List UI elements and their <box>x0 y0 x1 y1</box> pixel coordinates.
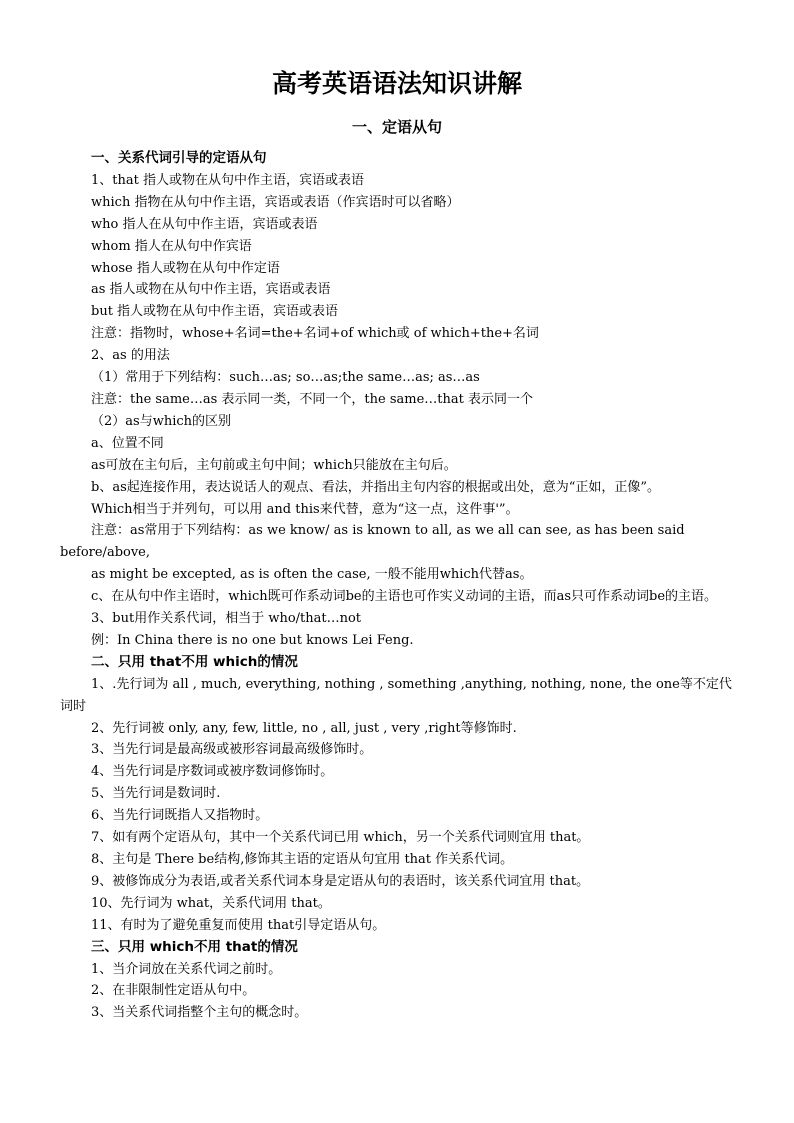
text-line: whose 指人或物在从句中作定语 <box>91 260 280 276</box>
text-line: 9、被修饰成分为表语,或者关系代词本身是定语从句的表语时，该关系代词宜用 that。 <box>91 873 590 889</box>
text-line: 2、在非限制性定语从句中。 <box>91 983 256 999</box>
text-line: 3、当关系代词指整个主句的概念时。 <box>91 1005 308 1021</box>
text-line: 1、当介词放在关系代词之前时。 <box>91 961 282 977</box>
text-line: as might be excepted, as is often the case, 一般不能用which代替as。 <box>91 567 533 583</box>
section-title: 一、定语从句 <box>351 118 442 136</box>
text-line: 1、that 指人或物在从句中作主语，宾语或表语 <box>91 172 364 188</box>
text-line: 例：In China there is no one but knows Lei Feng. <box>91 632 414 648</box>
text-line: 2、as 的用法 <box>91 348 170 364</box>
text-line: 11、有时为了避免重复而使用 that引导定语从句。 <box>91 917 386 933</box>
text-line: a、位置不同 <box>91 435 164 451</box>
text-line: 6、当先行词既指人又指物时。 <box>91 808 269 824</box>
text-paragraph: 1、.先行词为 all , much, everything, nothing , something ,anything, nothing, none, the one等不定代词时 <box>60 676 732 714</box>
text-line: who 指人在从句中作主语，宾语或表语 <box>91 216 318 232</box>
text-line: Which相当于并列句，可以用 and this来代替，意为“这一点，这件事'”。 <box>91 501 519 517</box>
text-line: 3、but用作关系代词，相当于 who/that…not <box>91 611 362 627</box>
text-line: （2）as与which的区别 <box>91 413 232 429</box>
text-line: 7、如有两个定语从句，其中一个关系代词已用 which，另一个关系代词则宜用 that。 <box>91 830 590 846</box>
heading-only-which: 三、只用 which不用 that的情况 <box>91 938 298 955</box>
heading-relative-pronouns: 一、关系代词引导的定语从句 <box>91 150 267 166</box>
text-line: as可放在主句后，主句前或主句中间；which只能放在主句后。 <box>91 457 457 473</box>
text-line: 注意：指物时，whose+名词=the+名词+of which或 of which+the+名词 <box>91 326 539 342</box>
document-body <box>60 148 744 1024</box>
text-paragraph: 注意：as常用于下列结构：as we know/ as is known to all, as we all can see, as has been said before/above, <box>60 523 685 561</box>
text-line: （1）常用于下列结构：such…as; so…as;the same…as; as…as <box>91 370 480 386</box>
text-line: 3、当先行词是最高级或被形容词最高级修饰时。 <box>91 742 373 758</box>
text-line: 2、先行词被 only, any, few, little, no , all, just , very ,right等修饰时. <box>91 720 517 736</box>
text-line: 注意：the same…as 表示同一类，不同一个，the same…that 表示同一个 <box>91 391 533 407</box>
text-line: but 指人或物在从句中作主语，宾语或表语 <box>91 304 339 320</box>
heading-only-that: 二、只用 that不用 which的情况 <box>91 653 298 670</box>
text-line: 8、主句是 There be结构,修饰其主语的定语从句宜用 that 作关系代词。 <box>91 852 514 867</box>
text-line: which 指物在从句中作主语，宾语或表语（作宾语时可以省略） <box>91 194 460 210</box>
text-line: as 指人或物在从句中作主语，宾语或表语 <box>91 282 331 298</box>
text-line: 10、先行词为 what，关系代词用 that。 <box>91 895 331 911</box>
text-paragraph: c、在从句中作主语时，which既可作系动词be的主语也可作实义动词的主语，而as只可作系动词be的主语。 <box>91 589 718 605</box>
text-line: 4、当先行词是序数词或被序数词修饰时。 <box>91 764 334 780</box>
page-title: 高考英语语法知识讲解 <box>271 69 522 98</box>
text-line: whom 指人在从句中作宾语 <box>91 238 252 254</box>
text-line: 5、当先行词是数词时. <box>91 786 221 802</box>
text-paragraph: b、as起连接作用，表达说话人的观点、看法，并指出主句内容的根据或出处，意为“正如，正像”。 <box>91 479 661 495</box>
